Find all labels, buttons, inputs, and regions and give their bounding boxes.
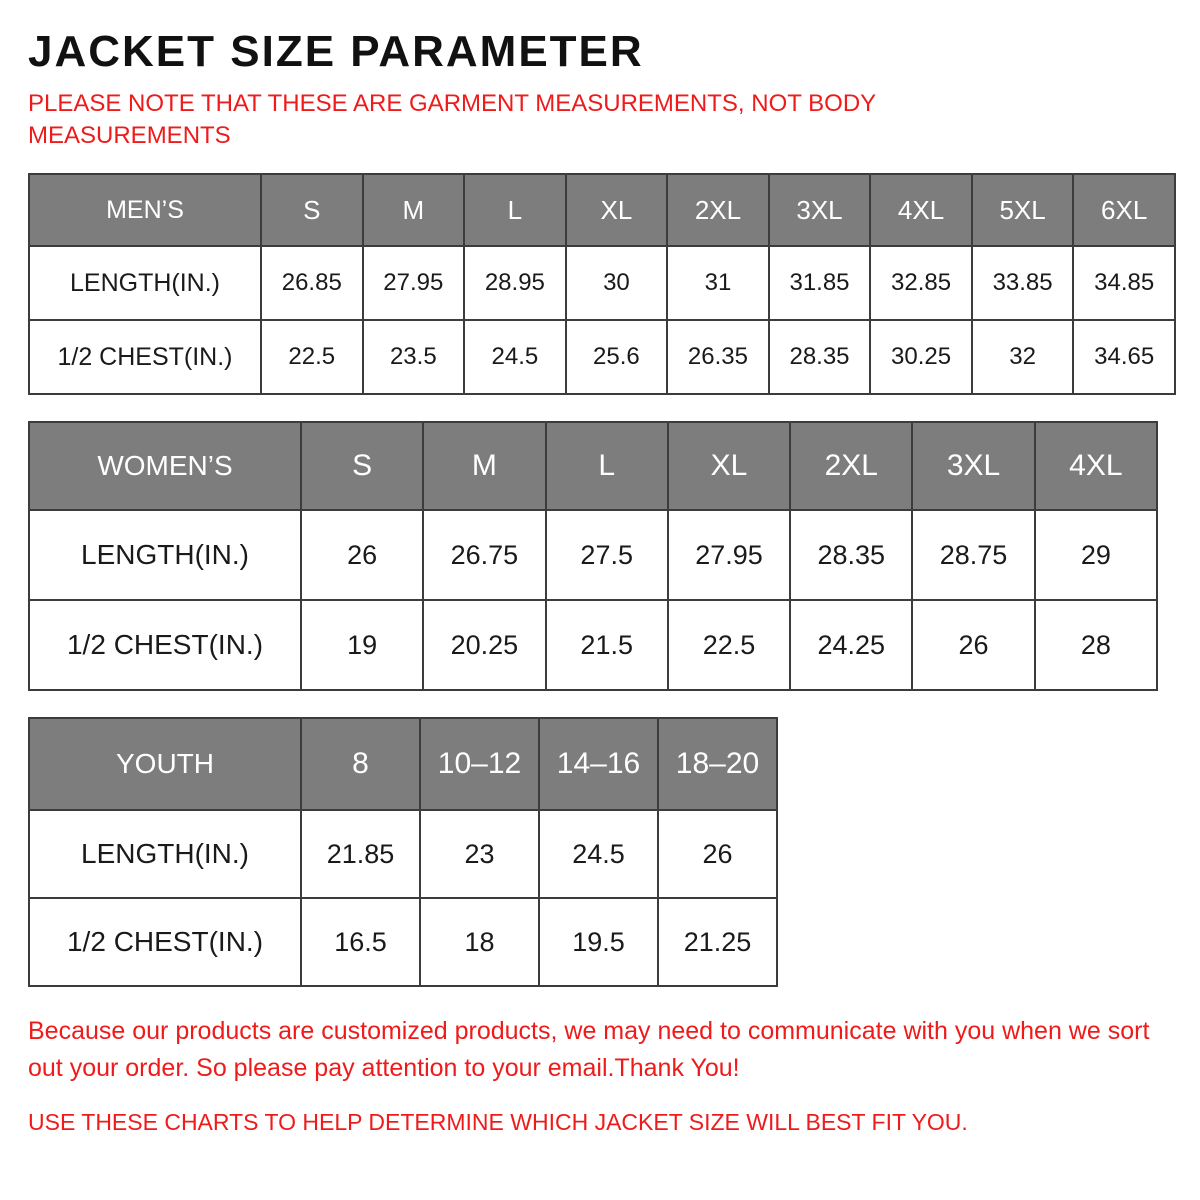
table-row xyxy=(29,320,1175,394)
womens-header-m: M xyxy=(423,422,545,510)
table-cell: 16.5 xyxy=(301,898,420,986)
youth-header-8: 8 xyxy=(301,718,420,810)
mens-header-s: S xyxy=(261,174,363,246)
womens-header-xl: XL xyxy=(668,422,790,510)
table-cell: 26.85 xyxy=(261,246,363,320)
table-cell: 34.85 xyxy=(1073,246,1175,320)
womens-header-l: L xyxy=(546,422,668,510)
youth-size-table xyxy=(28,717,778,987)
mens-table-body xyxy=(29,246,1175,394)
womens-header-label: WOMEN’S xyxy=(29,422,301,510)
table-row xyxy=(29,246,1175,320)
table-cell: 24.5 xyxy=(539,810,658,898)
table-cell: 34.65 xyxy=(1073,320,1175,394)
table-cell: 28 xyxy=(1035,600,1157,690)
womens-row-label-chest: 1/2 CHEST(IN.) xyxy=(29,600,301,690)
mens-header-5xl: 5XL xyxy=(972,174,1074,246)
table-cell: 23 xyxy=(420,810,539,898)
table-cell: 27.95 xyxy=(668,510,790,600)
mens-header-6xl: 6XL xyxy=(1073,174,1175,246)
table-row xyxy=(29,810,777,898)
youth-header-14-16: 14–16 xyxy=(539,718,658,810)
table-cell: 21.25 xyxy=(658,898,777,986)
table-cell: 21.5 xyxy=(546,600,668,690)
top-note: PLEASE NOTE THAT THESE ARE GARMENT MEASUREMENTS, NOT BODY MEASUREMENTS xyxy=(28,90,876,149)
table-header-row xyxy=(29,718,777,810)
table-cell: 25.6 xyxy=(566,320,668,394)
table-cell: 29 xyxy=(1035,510,1157,600)
youth-header-label: YOUTH xyxy=(29,718,301,810)
mens-header-label: MEN’S xyxy=(29,174,261,246)
table-cell: 28.35 xyxy=(790,510,912,600)
table-cell: 18 xyxy=(420,898,539,986)
table-cell: 32 xyxy=(972,320,1074,394)
table-cell: 33.85 xyxy=(972,246,1074,320)
table-cell: 27.5 xyxy=(546,510,668,600)
mens-row-label-chest: 1/2 CHEST(IN.) xyxy=(29,320,261,394)
mens-size-table xyxy=(28,173,1176,395)
table-row xyxy=(29,600,1157,690)
womens-header-s: S xyxy=(301,422,423,510)
table-cell: 31 xyxy=(667,246,769,320)
table-cell: 30 xyxy=(566,246,668,320)
table-cell: 19 xyxy=(301,600,423,690)
youth-row-label-length: LENGTH(IN.) xyxy=(29,810,301,898)
womens-size-table xyxy=(28,421,1158,691)
mens-row-label-length: LENGTH(IN.) xyxy=(29,246,261,320)
mens-header-3xl: 3XL xyxy=(769,174,871,246)
table-cell: 28.75 xyxy=(912,510,1034,600)
table-header-row xyxy=(29,422,1157,510)
youth-header-10-12: 10–12 xyxy=(420,718,539,810)
table-cell: 26 xyxy=(658,810,777,898)
table-cell: 26 xyxy=(301,510,423,600)
table-cell: 30.25 xyxy=(870,320,972,394)
womens-table-body xyxy=(29,510,1157,690)
womens-header-2xl: 2XL xyxy=(790,422,912,510)
youth-header-18-20: 18–20 xyxy=(658,718,777,810)
mens-header-xl: XL xyxy=(566,174,668,246)
mens-header-4xl: 4XL xyxy=(870,174,972,246)
womens-row-label-length: LENGTH(IN.) xyxy=(29,510,301,600)
table-cell: 28.95 xyxy=(464,246,566,320)
table-cell: 26.35 xyxy=(667,320,769,394)
table-cell: 27.95 xyxy=(363,246,465,320)
table-cell: 26.75 xyxy=(423,510,545,600)
table-cell: 22.5 xyxy=(261,320,363,394)
youth-table-header xyxy=(29,718,777,810)
mens-header-l: L xyxy=(464,174,566,246)
womens-header-4xl: 4XL xyxy=(1035,422,1157,510)
table-cell: 28.35 xyxy=(769,320,871,394)
page-title: JACKET SIZE PARAMETER xyxy=(28,27,644,76)
womens-table-header xyxy=(29,422,1157,510)
table-row xyxy=(29,510,1157,600)
footer-note-customization: Because our products are customized products, we may need to communicate with you when we sort out your order. So please pay attention to your email.Thank You! xyxy=(28,1017,1150,1082)
table-cell: 20.25 xyxy=(423,600,545,690)
table-cell: 23.5 xyxy=(363,320,465,394)
table-cell: 24.25 xyxy=(790,600,912,690)
table-cell: 32.85 xyxy=(870,246,972,320)
table-cell: 19.5 xyxy=(539,898,658,986)
table-cell: 22.5 xyxy=(668,600,790,690)
table-cell: 31.85 xyxy=(769,246,871,320)
table-cell: 21.85 xyxy=(301,810,420,898)
youth-row-label-chest: 1/2 CHEST(IN.) xyxy=(29,898,301,986)
mens-header-m: M xyxy=(363,174,465,246)
mens-table-header xyxy=(29,174,1175,246)
table-row xyxy=(29,898,777,986)
table-cell: 24.5 xyxy=(464,320,566,394)
mens-header-2xl: 2XL xyxy=(667,174,769,246)
womens-header-3xl: 3XL xyxy=(912,422,1034,510)
youth-table-body xyxy=(29,810,777,986)
table-header-row xyxy=(29,174,1175,246)
footer-note-usage: USE THESE CHARTS TO HELP DETERMINE WHICH JACKET SIZE WILL BEST FIT YOU. xyxy=(28,1108,968,1135)
table-cell: 26 xyxy=(912,600,1034,690)
